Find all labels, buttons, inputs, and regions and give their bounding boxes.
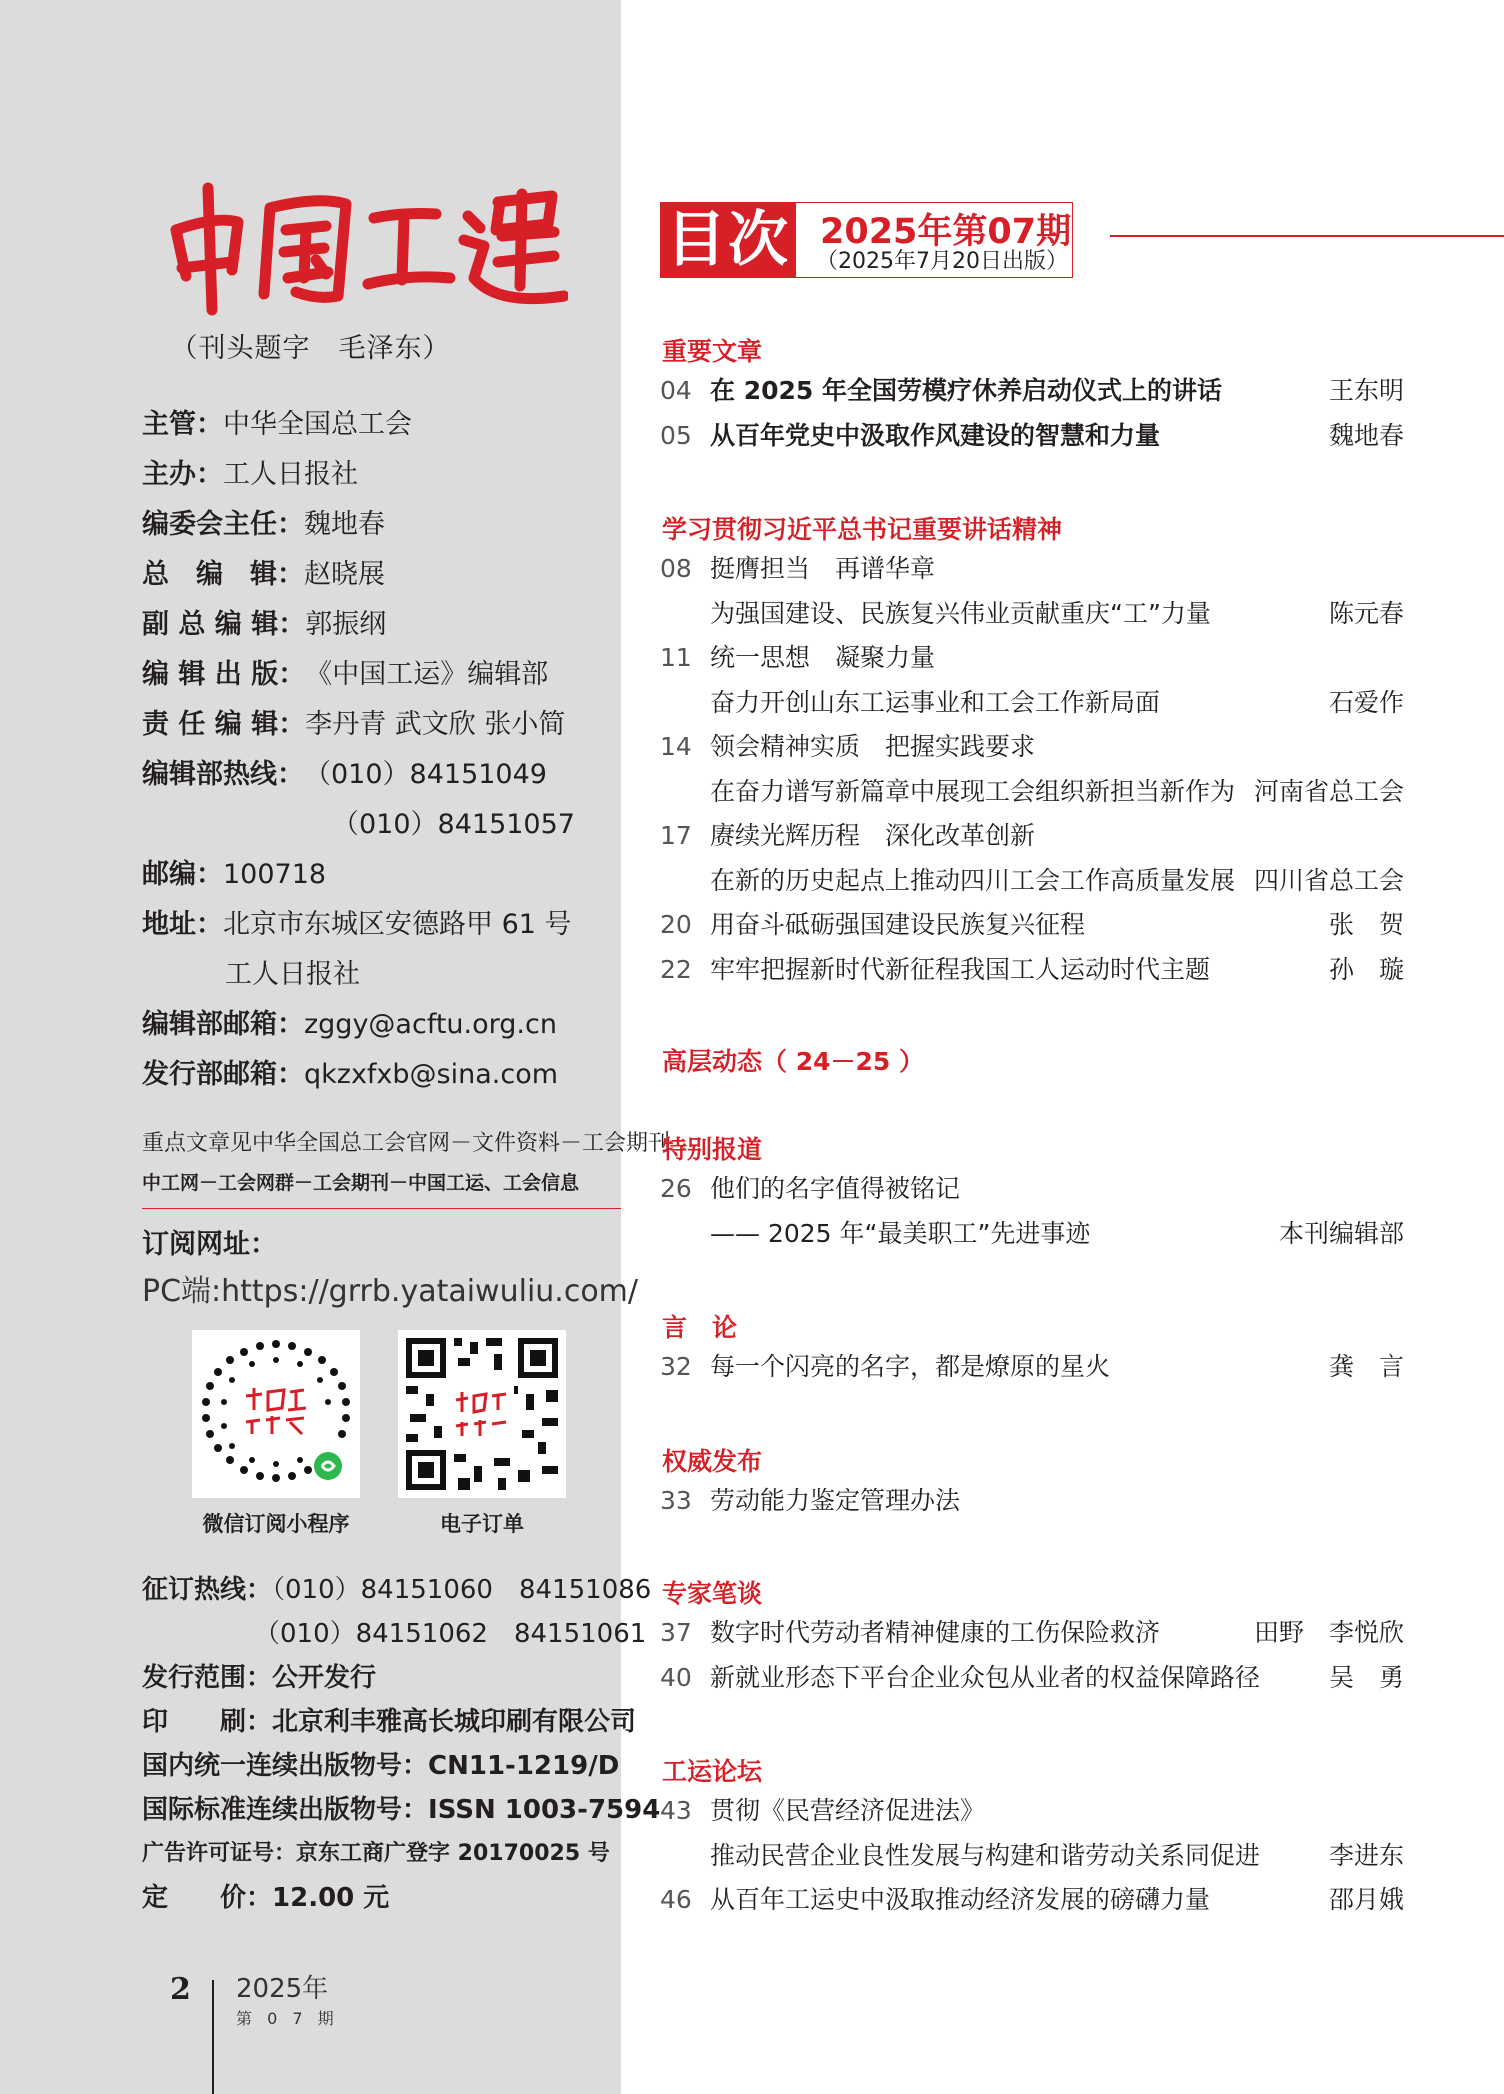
subscription-value: （010）84151062 84151061 [254,1619,647,1649]
info-row [142,1006,557,1044]
toc-article-title: 领会精神实质 把握实践要求 [710,732,1036,761]
info-key: 副 总 编 辑： [142,609,306,640]
subscription-value: 京东工商广登字 20170025 号 [296,1841,610,1866]
subscription-row [142,1568,651,1612]
info-value: 工人日报社 [223,459,358,490]
info-key: 主管： [142,409,223,440]
toc-article-title: —— 2025 年“最美职工”先进事迹 [710,1218,1091,1248]
info-value: （010）84151049 [304,759,547,790]
toc-entry[interactable] [660,953,1404,987]
toc-page-number: 08 [660,554,692,583]
toc-section-title: 言 论 [662,1313,738,1342]
info-key: 发行部邮箱： [142,1059,304,1090]
toc-article-title: 新就业形态下平台企业众包从业者的权益保障路径 [710,1662,1261,1692]
toc-entry[interactable] [660,374,1404,408]
subscription-value: ISSN 1003-7594 [428,1795,661,1825]
toc-article-title: 统一思想 凝聚力量 [710,643,936,672]
toc-author: 陈元春 [1328,598,1404,628]
toc-article-title: 赓续光辉历程 深化改革创新 [710,821,1036,850]
toc-entry[interactable] [660,1484,1404,1518]
toc-entry[interactable] [660,1883,1404,1917]
masthead-calligraphy-logo [168,178,568,318]
subscription-key: 印 刷： [142,1707,273,1737]
website-path-note: 中工网－工会网群－工会期刊－中国工运、工会信息 [142,1172,580,1194]
info-value: 赵晓展 [304,559,385,590]
subscription-key: 广告许可证号： [142,1841,297,1866]
toc-author: 吴 勇 [1328,1662,1404,1692]
website-note: 重点文章见中华全国总工会官网－文件资料－工会期刊 [142,1131,671,1156]
subscription-value: 12.00 元 [272,1883,390,1913]
info-key: 责 任 编 辑： [142,709,306,740]
toc-article-title: 在新的历史起点上推动四川工会工作高质量发展 [710,865,1236,895]
subscription-value: 北京利丰雅高长城印刷有限公司 [272,1707,637,1737]
footer-issue: 第 0 7 期 [236,2009,339,2028]
toc-author: 张 贺 [1328,910,1404,939]
info-key: 地址： [142,909,223,940]
info-key: 编委会主任： [142,509,304,540]
toc-page-number: 14 [660,732,692,761]
info-key: 编辑部热线： [142,759,304,790]
info-value: 北京市东城区安德路甲 61 号 [223,909,572,940]
issue-title: 2025年第07期 [820,212,1072,252]
toc-article-title: 在奋力谱写新篇章中展现工会组织新担当新作为 [710,776,1236,806]
toc-article-title: 贯彻《民营经济促进法》 [710,1796,986,1825]
info-row [142,656,548,694]
toc-author: 河南省总工会 [1253,776,1404,806]
toc-entry[interactable] [660,819,1404,853]
info-key: 编 辑 出 版： [142,659,306,690]
toc-page-number: 43 [660,1796,692,1825]
toc-entry[interactable] [660,1794,1404,1828]
toc-page-number: 04 [660,376,692,405]
toc-author: 龚 言 [1328,1352,1404,1381]
subscription-key: 定 价： [142,1883,273,1913]
toc-page-number: 46 [660,1885,692,1914]
toc-author: 石爱作 [1328,687,1404,717]
toc-entry[interactable] [660,864,1404,898]
qr-caption-e-order: 电子订单 [440,1512,524,1536]
toc-label: 目次 [660,202,796,278]
toc-section-title: 特别报道 [662,1135,763,1164]
info-key: 主办： [142,459,223,490]
info-row [142,556,385,594]
toc-article-title: 用奋斗砥砺强国建设民族复兴征程 [710,910,1086,939]
info-key: 总 编 辑： [142,559,304,590]
toc-author: 田野 李悦欣 [1253,1618,1404,1647]
subscription-row [142,1656,376,1700]
toc-section-title: 专家笔谈 [662,1579,763,1608]
info-row [332,806,575,844]
toc-article-title: 从百年工运史中汲取推动经济发展的磅礴力量 [710,1885,1211,1914]
toc-entry[interactable] [660,908,1404,942]
info-value: 100718 [223,859,327,890]
toc-section-title: 重要文章 [662,337,763,366]
masthead-panel [0,0,671,2094]
info-row [142,1056,558,1094]
toc-entry[interactable] [660,552,1404,586]
toc-page-number: 05 [660,420,692,450]
issue-date: （2025年7月20日出版） [816,249,1068,274]
info-value[interactable]: zggy@acftu.org.cn [304,1009,557,1040]
toc-entry[interactable] [660,1217,1404,1251]
toc-entry[interactable] [660,730,1404,764]
info-row [142,456,358,494]
subscription-key: 国内统一连续出版物号： [142,1751,429,1781]
info-row [142,856,326,894]
subscription-key: 国际标准连续出版物号： [142,1795,429,1825]
toc-article-title: 推动民营企业良性发展与构建和谐劳动关系同促进 [710,1840,1261,1870]
footer-year: 2025年 [236,1974,329,2004]
toc-page-number: 20 [660,910,692,939]
info-value: 李丹青 武文欣 张小简 [305,709,566,740]
toc-article-title: 为强国建设、民族复兴伟业贡献重庆“工”力量 [710,598,1211,628]
toc-article-title: 从百年党史中汲取作风建设的智慧和力量 [710,420,1161,450]
info-row [142,906,572,944]
info-key: 邮编： [142,859,223,890]
info-row [142,606,386,644]
subscribe-url[interactable]: PC端:https://grrb.yataiwuliu.com/ [142,1274,639,1309]
toc-page-number: 11 [660,643,692,672]
page-number: 2 [170,1972,191,2007]
toc-section-title: 权威发布 [662,1447,763,1476]
subscription-key: 征订热线： [142,1575,273,1605]
qr-caption-miniprogram: 微信订阅小程序 [202,1512,350,1536]
toc-entry[interactable] [660,1350,1404,1384]
subscription-value: 公开发行 [272,1663,377,1693]
toc-page-number: 32 [660,1352,692,1381]
toc-entry[interactable] [660,1661,1404,1695]
toc-article-title: 他们的名字值得被铭记 [710,1174,961,1203]
subscription-key: 发行范围： [142,1663,273,1693]
subscribe-label: 订阅网址： [142,1229,277,1260]
toc-page-number: 22 [660,954,692,984]
toc-page-number: 33 [660,1486,692,1515]
subscription-value: （010）84151060 84151086 [272,1575,652,1605]
masthead-caption: （刊头题字 毛泽东） [170,333,451,364]
toc-page-number: 40 [660,1662,692,1692]
toc-article-title: 数字时代劳动者精神健康的工伤保险救济 [710,1618,1161,1647]
toc-entry[interactable] [660,775,1404,809]
toc-entry[interactable] [660,1616,1404,1650]
toc-entry[interactable] [660,641,1404,675]
toc-author: 李进东 [1328,1840,1404,1870]
toc-section-title: 学习贯彻习近平总书记重要讲话精神 [662,515,1063,544]
toc-entry[interactable] [660,1839,1404,1873]
info-key: 编辑部邮箱： [142,1009,304,1040]
info-value: （010）84151057 [332,809,575,840]
toc-section-title: 高层动态（ 24－25 ） [662,1047,924,1076]
toc-author: 王东明 [1328,376,1404,405]
info-row [142,406,412,444]
toc-page-number: 26 [660,1174,692,1203]
toc-article-title: 在 2025 年全国劳模疗休养启动仪式上的讲话 [710,376,1222,405]
toc-author: 魏地春 [1328,420,1404,450]
toc-article-title: 奋力开创山东工运事业和工会工作新局面 [710,687,1161,717]
footer-divider [212,1980,214,2094]
toc-section-title: 工运论坛 [662,1757,763,1786]
subscription-row [142,1876,389,1920]
toc-entry[interactable] [660,686,1404,720]
header-rule [1110,235,1504,237]
toc-author: 四川省总工会 [1253,865,1404,895]
wechat-miniprogram-qr-icon[interactable] [192,1330,360,1498]
subscription-row [142,1744,619,1788]
toc-entry[interactable] [660,1172,1404,1206]
toc-author: 孙 璇 [1328,954,1404,984]
info-value[interactable]: qkzxfxb@sina.com [304,1059,559,1090]
toc-entry[interactable] [660,597,1404,631]
info-row [142,506,385,544]
e-order-qr-icon[interactable] [398,1330,566,1498]
info-row [142,756,547,794]
toc-article-title: 牢牢把握新时代新征程我国工人运动时代主题 [710,954,1211,984]
toc-article-title: 劳动能力鉴定管理办法 [710,1486,961,1515]
toc-article-title: 每一个闪亮的名字，都是燎原的星火 [710,1352,1111,1381]
subscription-value: CN11-1219/D [428,1751,620,1781]
subscription-row [142,1832,610,1876]
divider [142,1208,621,1209]
toc-author: 邵月娥 [1328,1885,1404,1914]
info-value: 郭振纲 [305,609,387,640]
info-value: 《中国工运》编辑部 [305,659,549,690]
toc-page-number: 37 [660,1618,692,1647]
subscription-row [254,1612,646,1656]
subscription-row [142,1700,636,1744]
toc-article-title: 挺膺担当 再谱华章 [710,554,936,583]
toc-entry[interactable] [660,419,1404,453]
info-value: 工人日报社 [225,959,360,990]
info-value: 中华全国总工会 [223,409,412,440]
info-row [142,706,565,744]
info-row [225,956,360,994]
toc-page-number: 17 [660,821,692,850]
subscription-row [142,1788,660,1832]
info-value: 魏地春 [304,509,385,540]
toc-author: 本刊编辑部 [1278,1218,1404,1248]
